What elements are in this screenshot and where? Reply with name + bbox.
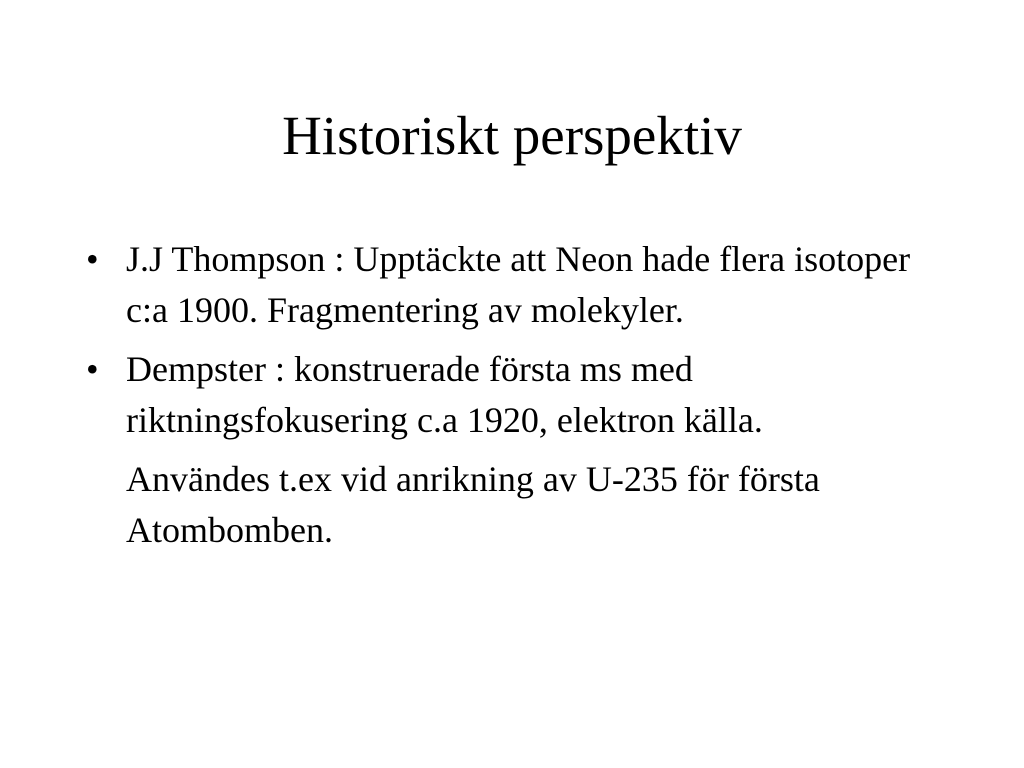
bullet-icon: •	[86, 349, 99, 389]
bullet-item-thompson	[86, 234, 956, 336]
slide-title: Historiskt perspektiv	[282, 105, 742, 166]
bullet-text: J.J Thompson : Upptäckte att Neon hade flera isotoper c:a 1900. Fragmentering av molekyler.	[126, 239, 911, 330]
bullet-text: Dempster : konstruerade första ms med riktningsfokusering c.a 1920, elektron källa.	[126, 349, 763, 440]
continuation-paragraph: Användes t.ex vid anrikning av U-235 för första Atombomben.	[126, 459, 820, 550]
bullet-list	[86, 234, 956, 556]
bullet-icon: •	[86, 239, 99, 279]
bullet-item-dempster	[86, 344, 956, 446]
